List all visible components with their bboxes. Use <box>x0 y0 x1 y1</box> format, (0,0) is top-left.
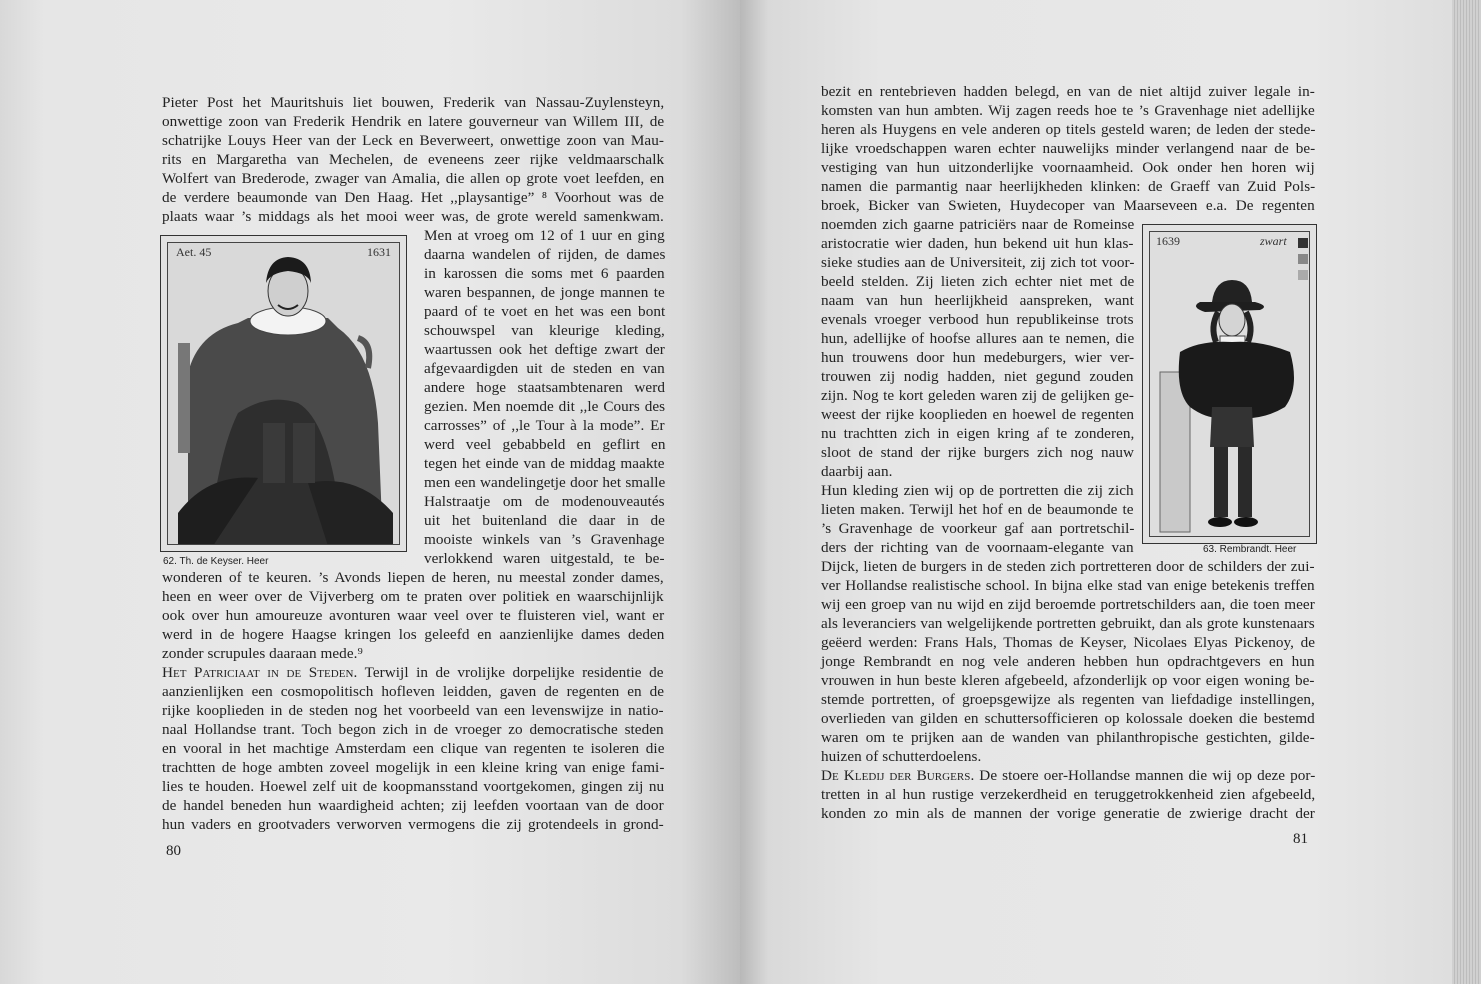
figure-62-label-right: 1631 <box>367 245 391 259</box>
body-line: huizen of schutterdoelens. <box>821 748 982 765</box>
body-line: waren bespannen, de jonge mannen te <box>424 284 665 301</box>
body-line: tegen het einde van de middag maakte <box>424 455 665 472</box>
body-line: daarna wandelen of rijden, de dames <box>424 246 666 263</box>
figure-62-frame <box>160 235 407 552</box>
body-line: heren als Huygens en vele anderen op titels gesteld waren; de leden der stede- <box>821 121 1316 138</box>
body-line: naam van hun heerlijkheid aanspreken, want <box>821 292 1134 309</box>
body-line: daarbij aan. <box>821 463 893 480</box>
body-line: paard of te voet en het was een bont <box>424 303 666 320</box>
body-line: schouwspel van kleurige kleding, <box>424 322 665 339</box>
body-line: bezit en rentebrieven hadden belegd, en van de niet altijd zuiver legale in- <box>821 83 1315 100</box>
figure-63-caption: 63. Rembrandt. Heer <box>1203 544 1297 555</box>
portrait-seated-man-illustration <box>168 243 400 545</box>
body-line: carrosses” of ,,le Tour à la mode”. Er <box>424 417 665 434</box>
body-line: geëerd werden: Frans Hals, Thomas de Keyser, Nicolaes Elyas Pickenoy, de <box>821 634 1316 651</box>
body-line: wij een groep van nu wijd en zijd beroemde portretschilders aan, die toen meer <box>821 596 1315 613</box>
body-line: evenals vroeger verbood hun republikeinse trots <box>821 311 1134 328</box>
body-line: en vooral in het machtige Amsterdam een clique van regenten te isoleren die <box>162 740 665 757</box>
body-line: schatrijke Louys Heer van der Leck en Beverweert, onwettige zoon van Mau- <box>162 132 664 149</box>
body-line: tretten in al hun rustige verzekerdheid en teruggetrokkenheid zien afgebeeld, <box>821 786 1316 803</box>
body-line: noemden zich gaarne patriciërs naar de Romeinse <box>821 216 1135 233</box>
figure-62-image <box>167 242 400 545</box>
body-line: mooiste winkels van ’s Gravenhage <box>424 531 665 548</box>
body-line: hun trouwens door hun medeburgers, wier ver- <box>821 349 1135 366</box>
body-line: aanzienlijken een cosmopolitisch hofleven leidden, gaven de regenten en de <box>162 683 665 700</box>
figure-62-label-left: Aet. 45 <box>176 245 212 259</box>
body-line: zijn. Nog te kort geleden waren zij de gelijken ge- <box>821 387 1135 404</box>
body-line: vrouwen in hun beste kleren afgebeeld, afzonderlijk op voor eigen woning be- <box>821 672 1315 689</box>
body-line: rits en Margaretha van Mechelen, de eveneens zeer rijke veldmaarschalk <box>162 151 665 168</box>
body-line <box>821 766 1315 785</box>
body-line: hun vaders en grootvaders verworven vermogens die zij grotendeels in grond- <box>162 816 664 833</box>
body-line: lies te houden. Hoewel zelf uit de koopmansstand voortgekomen, gingen zij nu <box>162 778 665 795</box>
body-line: andere hoge staatsambtenaren werd <box>424 379 665 396</box>
body-line: gezien. Men noemde dit ,,le Cours des <box>424 398 666 415</box>
body-line: broek, Bicker van Swieten, Huydecoper van Maarseveen e.a. De regenten <box>821 197 1315 214</box>
body-line: hun, adellijke of hoofse allures aan te nemen, die <box>821 330 1135 347</box>
body-line: afgevaardigden uit de steden en van <box>424 360 665 377</box>
body-line: uit het buitenland die daar in de <box>424 512 665 529</box>
figure-63-label-left: 1639 <box>1156 234 1180 248</box>
page-edges <box>1452 0 1481 984</box>
body-line: Halstraatje om de modenouveautés <box>424 493 665 510</box>
body-line: sloot de stand der rijke burgers zich nog nauw <box>821 444 1135 461</box>
body-line: de handel beneden hun waardigheid achten; zij leefden voortaan van de door <box>162 797 664 814</box>
body-line: aristocratie wier daden, hun bekend uit hun klas- <box>821 235 1134 252</box>
body-line: weest der rijke kooplieden en hoewel de regenten <box>821 406 1135 423</box>
body-line: stemde portretten, of groepsgewijze als regenten van liefdadige instellingen, <box>821 691 1315 708</box>
body-line: wonderen of te keuren. ’s Avonds liepen de heren, nu meestal zonder dames, <box>162 569 664 586</box>
section-text: Terwijl in de vrolijke dorpelijke residentie de <box>357 664 664 681</box>
body-line: beeld stelden. Zij lieten zich echter niet met de <box>821 273 1135 290</box>
body-line: lijke vroedschappen waren echter nauwelijks minder verlangend naar de be- <box>821 140 1316 157</box>
body-line: plaats waar ’s middags als het mooi weer was, de grote wereld samenkwam. <box>162 208 664 225</box>
figure-63-label-right: zwart <box>1260 234 1287 248</box>
body-line: Wolfert van Brederode, zwager van Amalia, die allen op grote voet leefden, en <box>162 170 665 187</box>
body-line: onwettige zoon van Frederik Hendrik en latere gouverneur van Willem III, de <box>162 113 665 130</box>
body-line: ders der richting van de voornaam-elegante van <box>821 539 1134 556</box>
body-line <box>162 663 664 682</box>
figure-62-caption: 62. Th. de Keyser. Heer <box>163 556 269 567</box>
body-line: Hun kleding zien wij op de portretten die zij zich <box>821 482 1134 499</box>
page-number-left: 80 <box>166 843 181 859</box>
body-line: naal Hollandse trant. Toch begon zich in de vroeger zo democratische steden <box>162 721 664 738</box>
portrait-standing-man-illustration <box>1150 232 1310 537</box>
body-line: lieten maken. Terwijl het hof en de beaumonde te <box>821 501 1134 518</box>
body-line: konden zo min als de mannen der vorige generatie de zwierige dracht der <box>821 805 1315 822</box>
section-text: De stoere oer-Hollandse mannen die wij op deze por- <box>974 767 1316 784</box>
body-line: de verdere beaumonde van Den Haag. Het ,,playsantige” ⁸ Voorhout was de <box>162 189 664 206</box>
section-heading: De Kledij der Burgers. <box>821 767 975 784</box>
figure-63-frame <box>1142 224 1317 544</box>
body-line: Men at vroeg om 12 of 1 uur en ging <box>424 227 665 244</box>
body-line: rijke kooplieden in de steden nog het voorbeeld van een levenswijze in natio- <box>162 702 664 719</box>
body-line: namen die parmantig naar heerlijkheden klinken: de Graeff van Zuid Pols- <box>821 178 1316 195</box>
body-line: werd in de hogere Haagse kringen los geleefd en aanzienlijke dames deden <box>162 626 665 643</box>
body-line: nu trachtten zich in eigen kring af te zonderen, <box>821 425 1135 442</box>
body-line: ’s Gravenhage de voorkeur gaf aan portretschil- <box>821 520 1135 537</box>
figure-63-image <box>1149 231 1310 537</box>
body-line: ver Hollandse realistische school. In bijna elke stad van enige betekenis treffen <box>821 577 1315 594</box>
body-line: zonder scrupules daaraan mede.⁹ <box>162 645 363 662</box>
body-line: waartussen ook het deftige zwart der <box>424 341 665 358</box>
body-line: vestiging van hun uitzonderlijke voornaamheid. Ook onder hen horen wij <box>821 159 1315 176</box>
body-line: overlieden van gilden en schuttersofficieren op kolossale doeken die bestemd <box>821 710 1315 727</box>
body-line: werd veel gebabbeld en geflirt en <box>424 436 666 453</box>
body-line: sieke studies aan de Universiteit, zij zich tot voor- <box>821 254 1135 271</box>
body-line: jonge Rembrandt en nog vele anderen hebben hun opdrachtgevers en hun <box>821 653 1315 670</box>
body-line: Dijck, lieten de burgers in de steden zich portretteren door de schilders der zui- <box>821 558 1315 575</box>
body-line: men een wandelingetje door het smalle <box>424 474 666 491</box>
body-line: Pieter Post het Mauritshuis liet bouwen, Frederik van Nassau-Zuylensteyn, <box>162 94 665 111</box>
body-line: waren om te prijken aan de wanden van philanthropische gestichten, gilde- <box>821 729 1315 746</box>
right-page <box>740 0 1452 984</box>
body-line: komsten van hun ambten. Wij zagen reeds hoe te ’s Gravenhage niet adellijke <box>821 102 1315 119</box>
page-number-right: 81 <box>1293 831 1308 847</box>
body-line: als leveranciers van welgelijkende portretten gebruikt, dan als grote kunstenaars <box>821 615 1315 632</box>
body-line: in karossen die soms met 6 paarden <box>424 265 665 282</box>
body-line: ook over hun amoureuze avonturen waar veel over te fluisteren viel, want er <box>162 607 665 624</box>
body-line: trachtten de hoge ambten zoveel mogelijk in een kleine kring van enige fami- <box>162 759 665 776</box>
body-line: verlokkend waren uitgestald, te be- <box>424 550 665 567</box>
left-page <box>0 0 740 984</box>
section-heading: Het Patriciaat in de Steden. <box>162 664 358 681</box>
body-line: heen en weer over de Vijverberg om te praten over politiek en waarschijnlijk <box>162 588 664 605</box>
body-line: trouwen zij nodig hadden, niet gegund zouden <box>821 368 1134 385</box>
